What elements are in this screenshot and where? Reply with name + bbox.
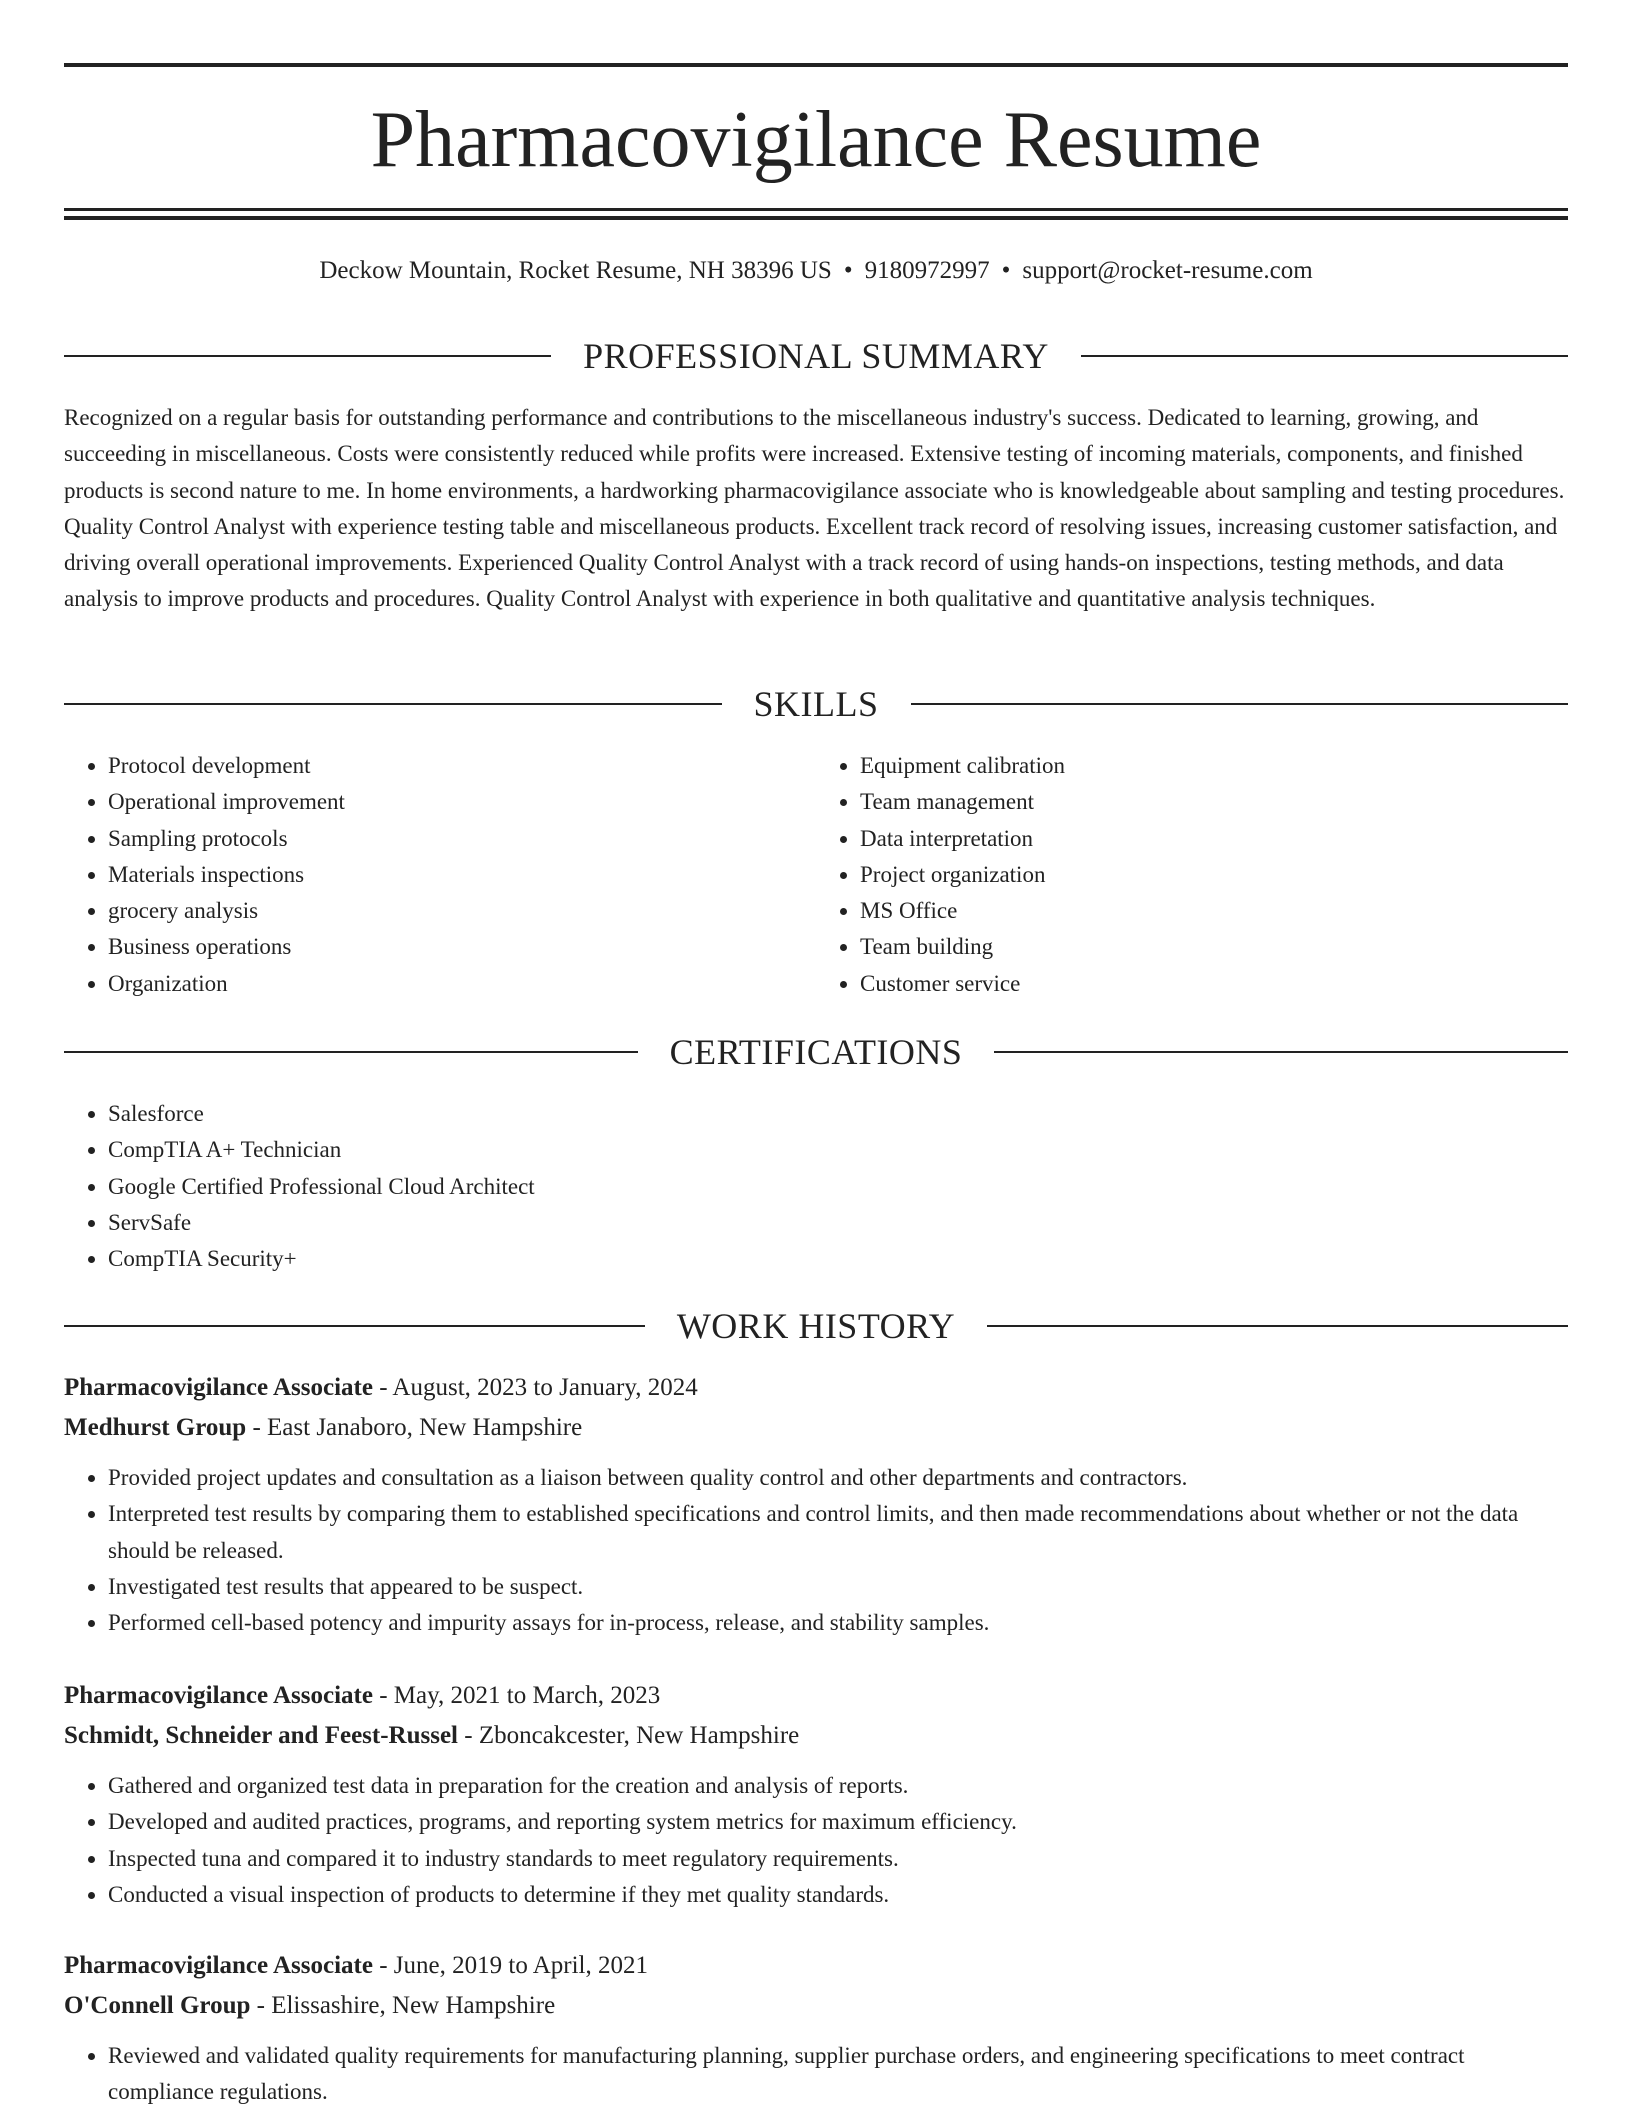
skill-item: • Protocol development (108, 748, 816, 784)
job-bullet: • Conducted a visual inspection of products to determine if they met quality standards. (108, 1877, 1568, 1913)
job-title-line (64, 1368, 1568, 1408)
job-bullet: • Reviewed and validated quality requirements for manufacturing planning, supplier purchase orders, and engineering specifications to meet contract compliance regulations. (108, 2038, 1568, 2111)
skill-item: • Operational improvement (108, 784, 816, 820)
contact-separator: • (843, 257, 853, 284)
job-bullets (64, 2038, 1568, 2111)
section-title-summary: PROFESSIONAL SUMMARY (583, 336, 1049, 376)
job-company-line (64, 1716, 1568, 1756)
job-bullet: • Gathered and organized test data in preparation for the creation and analysis of reports. (108, 1768, 1568, 1804)
job-bullets (64, 1768, 1568, 1913)
job-company-line (64, 1408, 1568, 1448)
skill-item: • MS Office (860, 893, 1568, 929)
certifications-list (64, 1096, 1568, 1277)
job-title: Pharmacovigilance Associate (64, 1952, 373, 1979)
job-bullet: • Investigated test results that appeared to be suspect. (108, 1569, 1568, 1605)
job-company: O'Connell Group (64, 1992, 251, 2019)
job-entry (64, 1368, 1568, 1641)
job-bullet: • Provided project updates and consultation as a liaison between quality control and other departments and contractors. (108, 1460, 1568, 1496)
certification-item: • Salesforce (108, 1096, 1568, 1132)
job-dates: - August, 2023 to January, 2024 (372, 1374, 698, 1401)
job-company: Medhurst Group (64, 1414, 247, 1441)
top-rule (64, 63, 1568, 67)
skill-item: • Data interpretation (860, 821, 1568, 857)
job-company-line (64, 1986, 1568, 2026)
contact-line (64, 254, 1568, 288)
job-entry (64, 1676, 1568, 1913)
certification-item: • ServSafe (108, 1205, 1568, 1241)
contact-email: support@rocket-resume.com (1022, 257, 1313, 284)
contact-address: Deckow Mountain, Rocket Resume, NH 38396 US (319, 257, 832, 284)
skill-item: • Organization (108, 966, 816, 1002)
section-title-skills: SKILLS (753, 684, 879, 724)
job-location: - Elissashire, New Hampshire (250, 1992, 556, 2019)
page-title: Pharmacovigilance Resume (370, 96, 1262, 184)
job-bullet: • Developed and audited practices, programs, and reporting system metrics for maximum efficiency. (108, 1804, 1568, 1840)
skills-list (64, 748, 1568, 1002)
section-header-certifications (64, 1030, 1568, 1074)
certification-item: • CompTIA Security+ (108, 1241, 1568, 1277)
job-bullet: • Inspected tuna and compared it to industry standards to meet regulatory requirements. (108, 1841, 1568, 1877)
job-bullet: • Interpreted test results by comparing them to established specifications and control limits, and then made recommendations about whether or not the data should be released. (108, 1496, 1568, 1569)
summary-text: Recognized on a regular basis for outstanding performance and contributions to the miscellaneous industry's success. Dedicated to learning, growing, and succeeding in miscellaneous. Costs were consistently reduced while profits were increased. Extensive testing of incoming materials, components, and finished products is second nature to me. In home environments, a hardworking pharmacovigilance associate who is knowledgeable about sampling and testing procedures. Quality Control Analyst with experience testing table and miscellaneous products. Excellent track record of resolving issues, increasing customer satisfaction, and driving overall operational improvements. Experienced Quality Control Analyst with a track record of using hands-on inspections, testing methods, and data analysis to improve products and procedures. Quality Control Analyst with experience in both qualitative and quantitative analysis techniques. (64, 405, 1565, 612)
job-entry (64, 1946, 1568, 2111)
contact-separator: • (1001, 257, 1011, 284)
job-bullet: • Performed cell-based potency and impurity assays for in-process, release, and stability samples. (108, 1605, 1568, 1641)
job-title: Pharmacovigilance Associate (64, 1682, 373, 1709)
job-dates: - May, 2021 to March, 2023 (372, 1682, 661, 1709)
skill-item: • Team management (860, 784, 1568, 820)
skill-item: • Customer service (860, 966, 1568, 1002)
job-company: Schmidt, Schneider and Feest-Russel (64, 1722, 459, 1749)
skills-column-right (816, 748, 1568, 1002)
skill-item: • Materials inspections (108, 857, 816, 893)
job-location: - Zboncakcester, New Hampshire (458, 1722, 800, 1749)
job-dates: - June, 2019 to April, 2021 (372, 1952, 648, 1979)
skill-item: • Business operations (108, 929, 816, 965)
job-title-line (64, 1676, 1568, 1716)
section-header-summary (64, 334, 1568, 378)
job-title: Pharmacovigilance Associate (64, 1374, 373, 1401)
skill-item: • Team building (860, 929, 1568, 965)
section-title-work-history: WORK HISTORY (676, 1306, 956, 1346)
job-title-line (64, 1946, 1568, 1986)
section-header-skills (64, 682, 1568, 726)
skill-item: • Equipment calibration (860, 748, 1568, 784)
title-double-rule (64, 208, 1568, 220)
skill-item: • grocery analysis (108, 893, 816, 929)
contact-phone: 9180972997 (864, 257, 990, 284)
certification-item: • Google Certified Professional Cloud Architect (108, 1169, 1568, 1205)
skills-column-left (64, 748, 816, 1002)
section-header-work-history (64, 1304, 1568, 1348)
skill-item: • Project organization (860, 857, 1568, 893)
job-location: - East Janaboro, New Hampshire (246, 1414, 583, 1441)
certification-item: • CompTIA A+ Technician (108, 1132, 1568, 1168)
section-title-certifications: CERTIFICATIONS (669, 1032, 963, 1072)
skill-item: • Sampling protocols (108, 821, 816, 857)
job-bullets (64, 1460, 1568, 1641)
